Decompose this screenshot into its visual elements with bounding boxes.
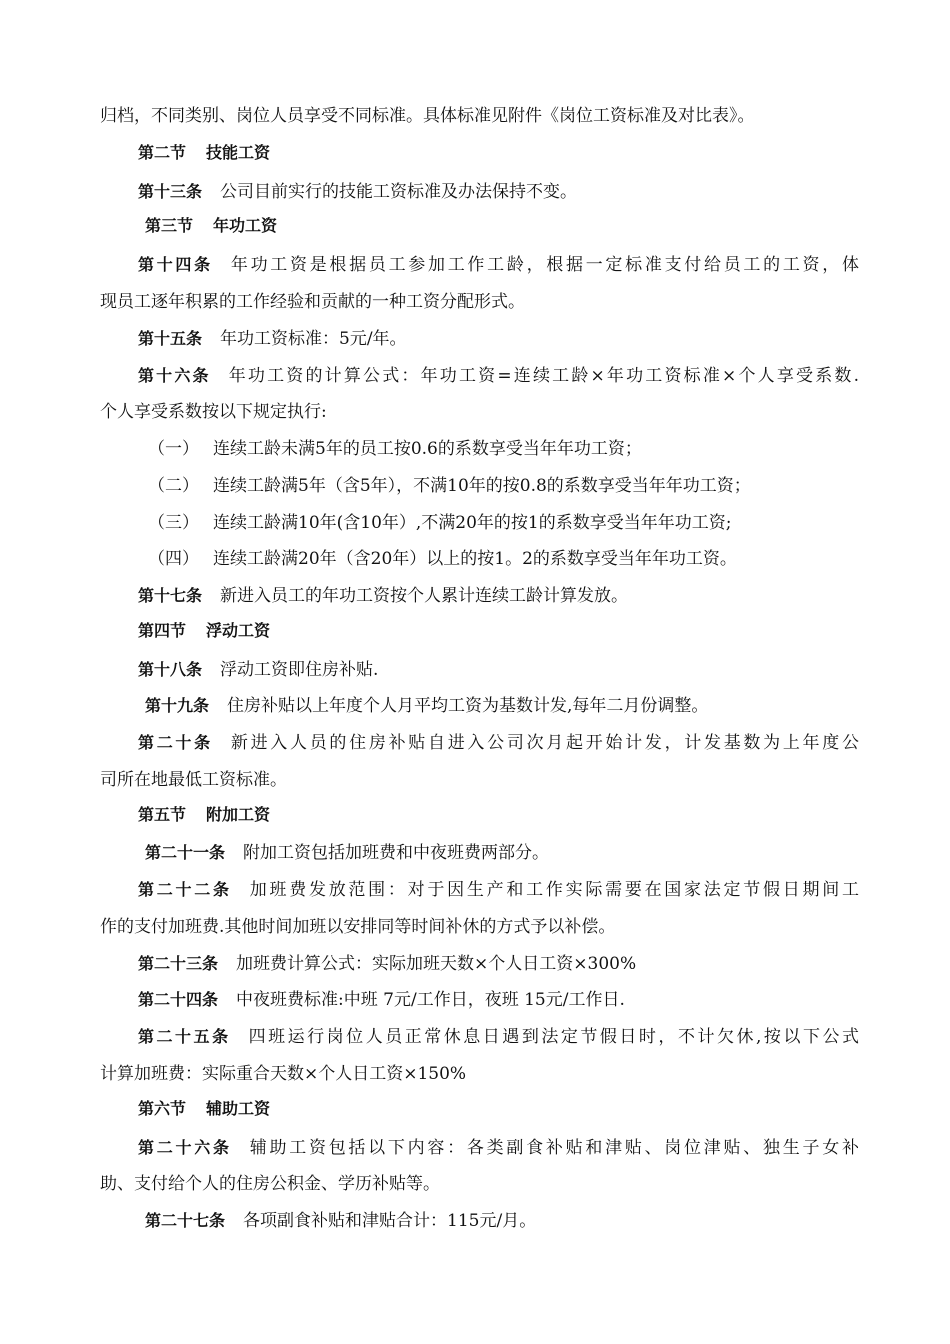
article-26: [138, 1133, 859, 1158]
section-label: 第五节: [138, 805, 187, 824]
article-text: 加班费发放范围：对于因生产和工作实际需要在国家法定节假日期间工: [249, 880, 859, 900]
article-text: 助、支付给个人的住房公积金、学历补贴等。: [100, 1174, 440, 1194]
article-text: 加班费计算公式：实际加班天数×个人日工资×300%: [236, 954, 637, 974]
article-text: 公司目前实行的技能工资标准及办法保持不变。: [220, 182, 578, 202]
article-text: 四班运行岗位人员正常休息日遇到法定节假日时，不计欠休,按以下公式: [248, 1027, 859, 1047]
article-16-continued: [100, 397, 327, 422]
article-25: [138, 1022, 859, 1047]
article-14: [138, 250, 859, 275]
article-text: 辅助工资包括以下内容：各类副食补贴和津贴、岗位津贴、独生子女补: [249, 1138, 859, 1158]
list-item-2: [148, 471, 751, 496]
article-text: 作的支付加班费.其他时间加班以安排同等时间补休的方式予以补偿。: [100, 917, 616, 937]
article-text: 新进入员工的年功工资按个人累计连续工龄计算发放。: [220, 586, 629, 606]
article-label: 第十五条: [138, 329, 203, 348]
article-14-continued: [100, 287, 525, 312]
article-label: 第十六条: [138, 366, 211, 385]
text: 归档，不同类别、岗位人员享受不同标准。具体标准见附件《岗位工资标准及对比表》。: [100, 106, 755, 126]
article-13: [138, 177, 577, 202]
list-text: 连续工龄满10年(含10年）,不满20年的按1的系数享受当年年功工资;: [213, 513, 732, 533]
article-20-continued: [100, 765, 287, 790]
article-19: [145, 691, 708, 716]
article-text: 浮动工资即住房补贴.: [220, 660, 379, 680]
section-heading-3: [145, 213, 297, 236]
article-label: 第二十五条: [138, 1027, 231, 1046]
list-number: （四）: [148, 549, 199, 569]
section-title: 浮动工资: [206, 621, 271, 640]
list-text: 连续工龄满20年（含20年）以上的按1。2的系数享受当年年功工资。: [213, 549, 737, 569]
article-text: 计算加班费：实际重合天数×个人日工资×150%: [100, 1064, 467, 1084]
article-text: 住房补贴以上年度个人月平均工资为基数计发,每年二月份调整。: [227, 696, 709, 716]
article-18: [138, 655, 378, 680]
paragraph-continuation: [100, 101, 755, 126]
list-item-3: [148, 508, 731, 533]
article-17: [138, 581, 628, 606]
article-label: 第二十七条: [145, 1211, 226, 1230]
section-title: 附加工资: [206, 805, 271, 824]
article-22-continued: [100, 912, 615, 937]
list-number: （二）: [148, 476, 199, 496]
article-text: 年功工资是根据员工参加工作工龄，根据一定标准支付给员工的工资，体: [230, 255, 859, 275]
article-text: 个人享受系数按以下规定执行:: [100, 402, 327, 422]
article-label: 第二十三条: [138, 954, 219, 973]
section-title: 技能工资: [206, 143, 271, 162]
list-item-1: [148, 434, 642, 459]
list-number: （一）: [148, 439, 199, 459]
article-label: 第二十条: [138, 733, 213, 752]
article-25-continued: [100, 1059, 466, 1084]
article-20: [138, 728, 859, 753]
article-label: 第二十六条: [138, 1138, 232, 1157]
article-text: 各项副食补贴和津贴合计：115元/月。: [243, 1211, 537, 1231]
section-title: 年功工资: [213, 216, 278, 235]
article-23: [138, 949, 636, 974]
section-label: 第四节: [138, 621, 187, 640]
article-label: 第十三条: [138, 182, 203, 201]
article-text: 中夜班费标准:中班 7元/工作日，夜班 15元/工作日.: [236, 990, 625, 1010]
article-label: 第二十二条: [138, 880, 232, 899]
list-text: 连续工龄满5年（含5年），不满10年的按0.8的系数享受当年年功工资；: [213, 476, 751, 496]
list-number: （三）: [148, 513, 199, 533]
section-label: 第六节: [138, 1099, 187, 1118]
article-text: 年功工资标准：5元/年。: [220, 329, 407, 349]
article-text: 司所在地最低工资标准。: [100, 770, 287, 790]
article-label: 第十八条: [138, 660, 203, 679]
article-26-continued: [100, 1169, 440, 1194]
article-15: [138, 324, 407, 349]
article-24: [138, 985, 625, 1010]
article-label: 第十九条: [145, 696, 210, 715]
article-text: 年功工资的计算公式：年功工资=连续工龄×年功工资标准×个人享受系数.: [228, 366, 859, 386]
article-text: 新进入人员的住房补贴自进入公司次月起开始计发，计发基数为上年度公: [230, 733, 859, 753]
article-label: 第二十一条: [145, 843, 226, 862]
section-heading-2: [138, 140, 290, 163]
section-label: 第三节: [145, 216, 194, 235]
article-22: [138, 875, 859, 900]
section-title: 辅助工资: [206, 1099, 271, 1118]
article-text: 现员工逐年积累的工作经验和贡献的一种工资分配形式。: [100, 292, 525, 312]
article-text: 附加工资包括加班费和中夜班费两部分。: [243, 843, 550, 863]
section-heading-5: [138, 802, 290, 825]
list-item-4: [148, 544, 737, 569]
section-heading-6: [138, 1096, 290, 1119]
article-label: 第十四条: [138, 255, 213, 274]
article-label: 第二十四条: [138, 990, 219, 1009]
article-label: 第十七条: [138, 586, 203, 605]
article-27: [145, 1206, 536, 1231]
section-label: 第二节: [138, 143, 187, 162]
list-text: 连续工龄未满5年的员工按0.6的系数享受当年年功工资；: [213, 439, 642, 459]
article-16: [138, 361, 859, 386]
article-21: [145, 838, 549, 863]
section-heading-4: [138, 618, 290, 641]
